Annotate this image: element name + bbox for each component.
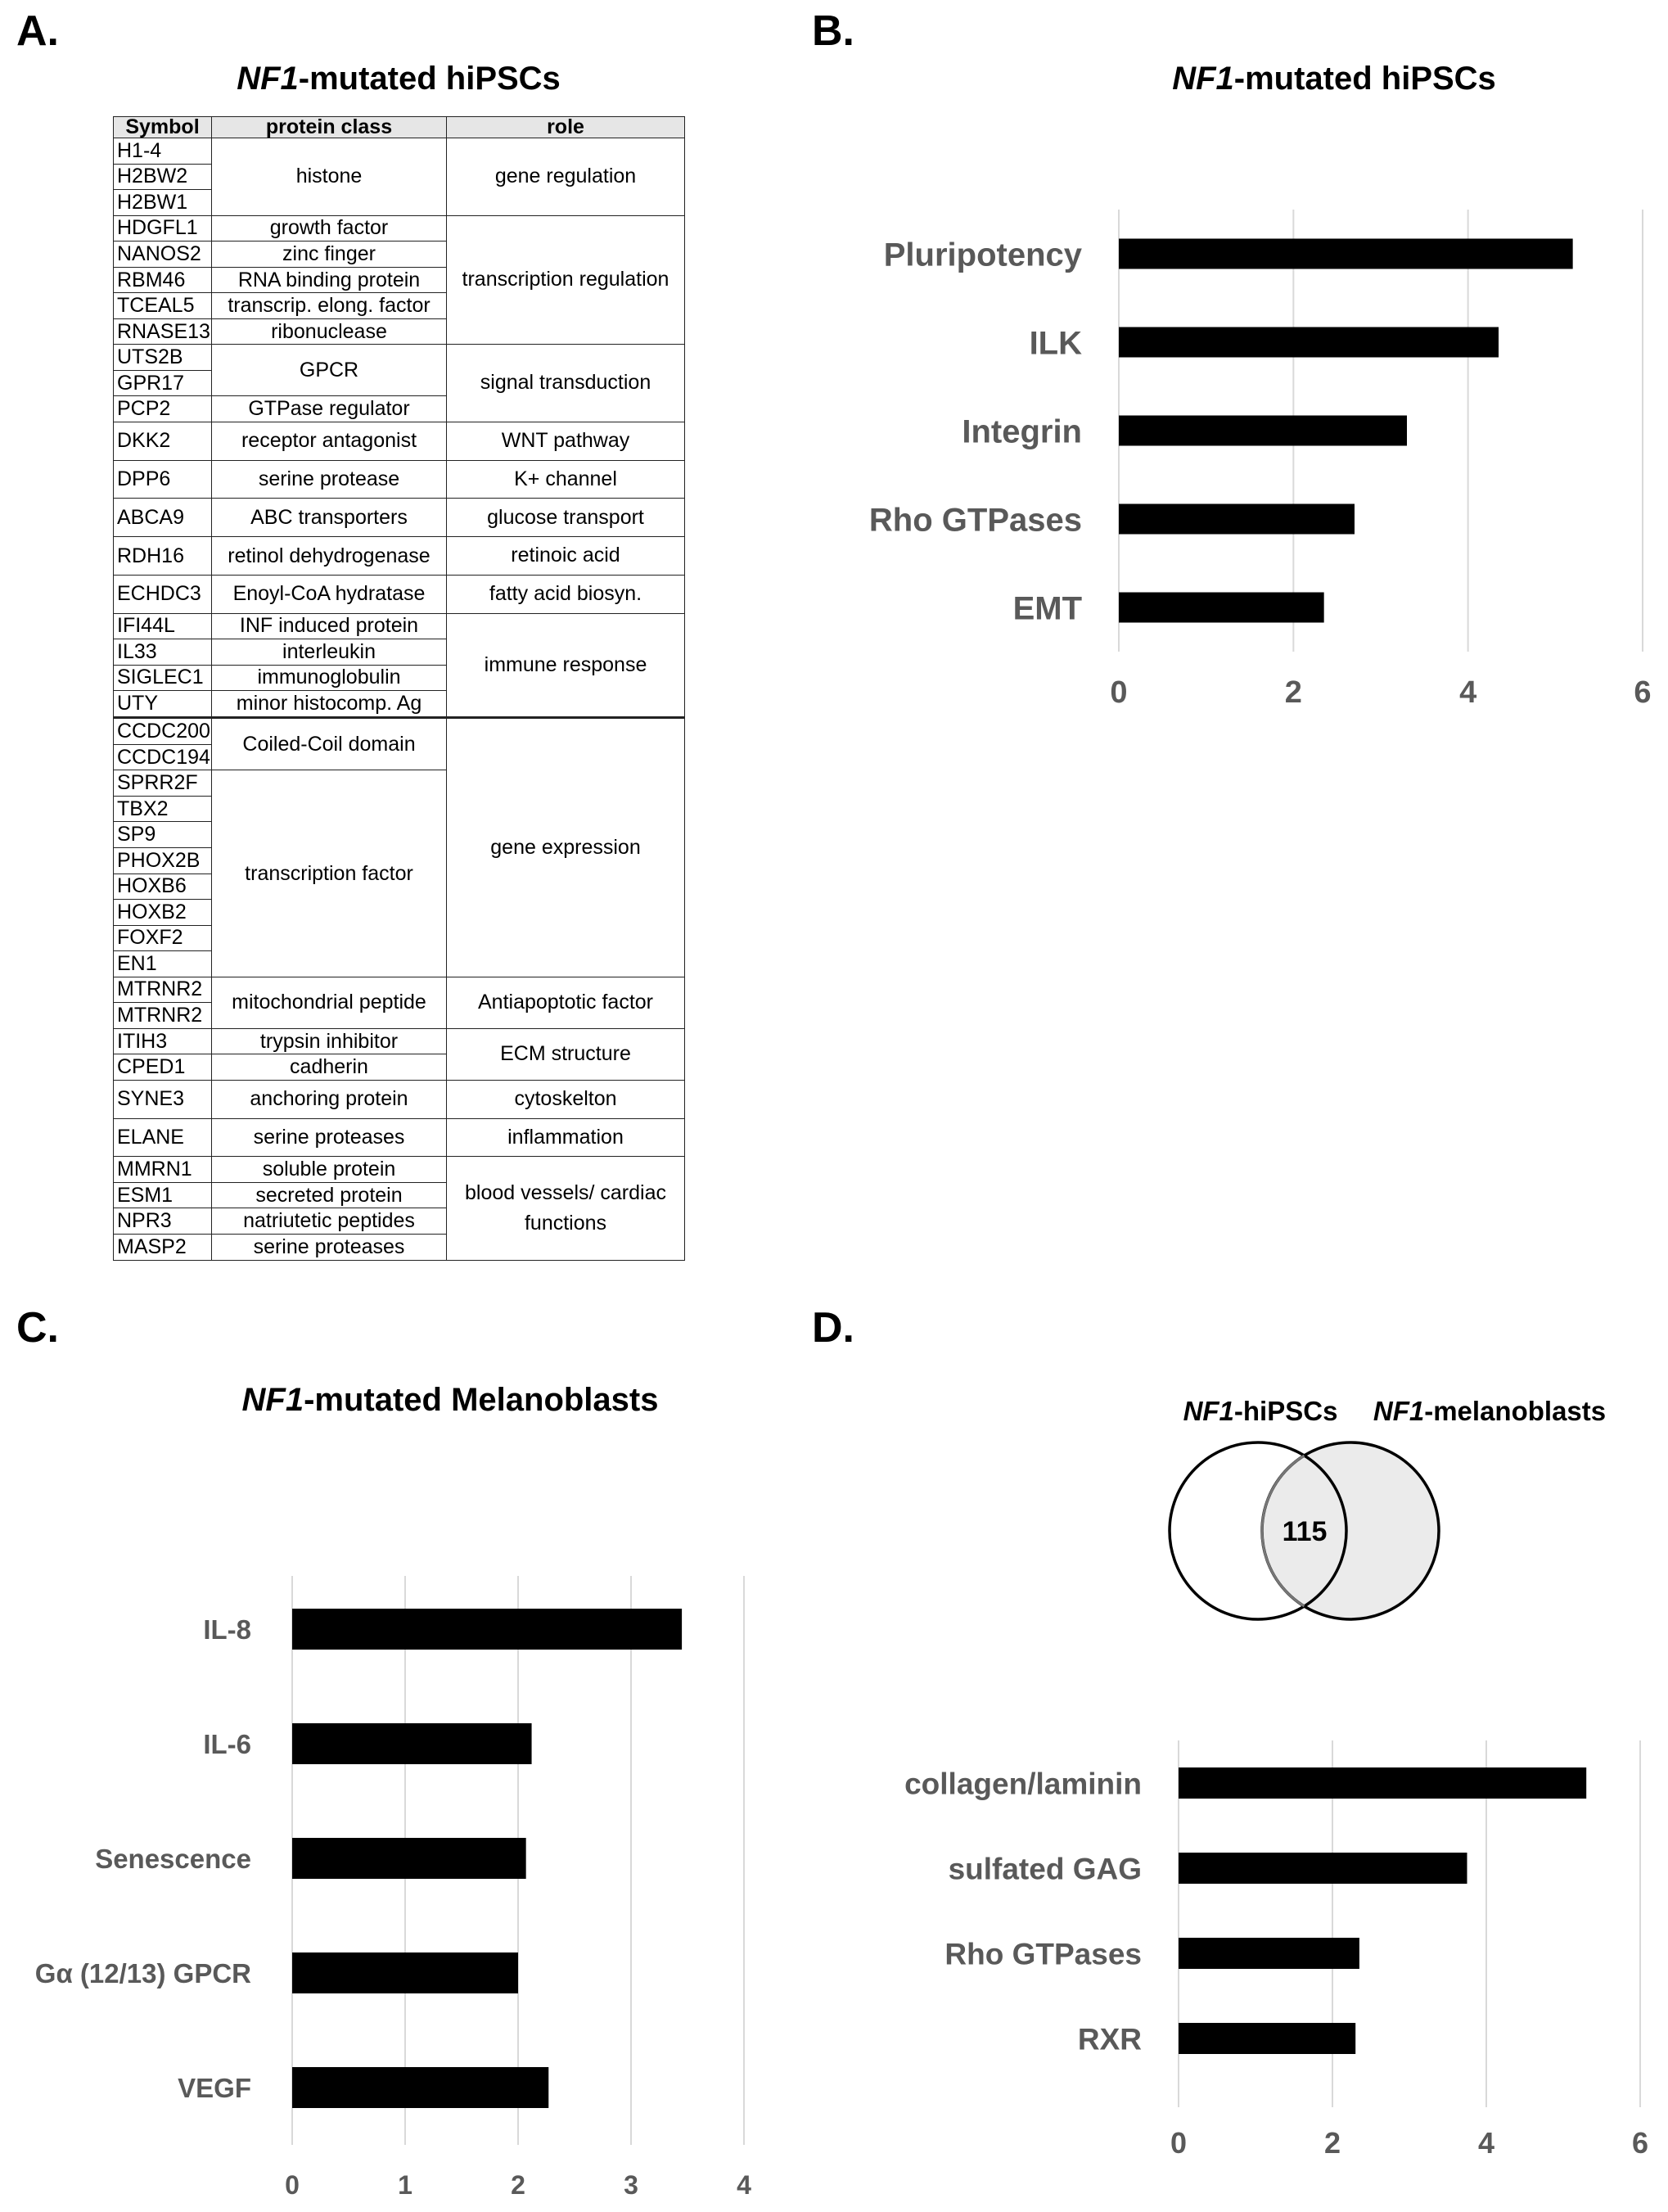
protein-class: serine proteases	[212, 1234, 447, 1260]
bar	[1179, 1853, 1467, 1884]
protein-class: zinc finger	[212, 242, 447, 268]
category-label: Gα (12/13) GPCR	[34, 1957, 251, 1989]
protein-class: immunoglobulin	[212, 665, 447, 691]
gene-symbol: DPP6	[114, 460, 212, 499]
gene-role: WNT pathway	[447, 422, 685, 461]
protein-class: natriutetic peptides	[212, 1208, 447, 1235]
protein-class: RNA binding protein	[212, 267, 447, 293]
gene-symbol: ECHDC3	[114, 575, 212, 613]
gene-symbol: SP9	[114, 822, 212, 848]
bar	[292, 1838, 526, 1879]
table-row	[114, 138, 685, 165]
protein-class: Coiled-Coil domain	[212, 718, 447, 770]
protein-class: retinol dehydrogenase	[212, 537, 447, 576]
x-tick-label: 0	[1170, 2126, 1188, 2160]
protein-class: GPCR	[212, 345, 447, 396]
table-row	[114, 575, 685, 613]
chart-c	[0, 1539, 786, 2206]
x-tick-label: 4	[737, 2170, 751, 2200]
gene-symbol: MTRNR2	[114, 977, 212, 1003]
gene-symbol: IL33	[114, 639, 212, 666]
protein-class: ABC transporters	[212, 499, 447, 537]
protein-class: trypsin inhibitor	[212, 1028, 447, 1054]
gene-role: ECM structure	[447, 1028, 685, 1080]
panel-a-title-gene: NF1	[237, 61, 299, 97]
gene-symbol: SIGLEC1	[114, 665, 212, 691]
gene-role: retinoic acid	[447, 537, 685, 576]
panel-letter-d: D.	[812, 1304, 854, 1352]
category-label: Integrin	[962, 413, 1082, 450]
venn-diagram	[1080, 1375, 1637, 1645]
gene-symbol: RDH16	[114, 537, 212, 576]
protein-class: soluble protein	[212, 1157, 447, 1183]
gene-role: Antiapoptotic factor	[447, 977, 685, 1028]
category-label: IL-8	[203, 1614, 251, 1645]
x-tick-label: 1	[398, 2170, 412, 2200]
gene-role: fatty acid biosyn.	[447, 575, 685, 613]
gene-symbol: RBM46	[114, 267, 212, 293]
bar	[292, 1952, 518, 1993]
bar	[1119, 239, 1573, 269]
gene-symbol: H2BW1	[114, 190, 212, 216]
gene-symbol: RNASE13	[114, 318, 212, 345]
gene-role: K+ channel	[447, 460, 685, 499]
gene-symbol: H1-4	[114, 138, 212, 165]
gene-symbol: NPR3	[114, 1208, 212, 1235]
category-label: Pluripotency	[883, 237, 1082, 273]
bar	[292, 2067, 548, 2108]
table-row	[114, 1080, 685, 1118]
gene-table-header	[114, 117, 685, 138]
gene-symbol: DKK2	[114, 422, 212, 461]
gene-symbol: TCEAL5	[114, 293, 212, 319]
protein-class: ribonuclease	[212, 318, 447, 345]
x-tick-label: 6	[1634, 675, 1652, 710]
gene-role: inflammation	[447, 1118, 685, 1157]
gene-symbol: HOXB2	[114, 900, 212, 926]
category-label: RXR	[1077, 2022, 1142, 2056]
bar	[292, 1723, 532, 1764]
x-tick-label: 2	[1323, 2126, 1341, 2160]
x-tick-label: 0	[285, 2170, 300, 2200]
venn-overlap-count: 115	[1282, 1516, 1328, 1547]
gene-role: blood vessels/ cardiac functions	[447, 1157, 685, 1261]
gene-symbol: MTRNR2	[114, 1003, 212, 1029]
gene-symbol: PHOX2B	[114, 847, 212, 874]
gene-role: transcription regulation	[447, 215, 685, 345]
panel-letter-b: B.	[812, 7, 854, 55]
table-row	[114, 499, 685, 537]
table-row	[114, 215, 685, 242]
gene-role: cytoskelton	[447, 1080, 685, 1118]
gene-symbol: ITIH3	[114, 1028, 212, 1054]
gene-symbol: UTS2B	[114, 345, 212, 371]
gene-symbol: HDGFL1	[114, 215, 212, 242]
gene-symbol: ABCA9	[114, 499, 212, 537]
table-row	[114, 460, 685, 499]
protein-class: Enoyl-CoA hydratase	[212, 575, 447, 613]
header-symbol: Symbol	[114, 117, 212, 138]
x-tick-label: 6	[1631, 2126, 1649, 2160]
table-row	[114, 1028, 685, 1054]
protein-class: serine protease	[212, 460, 447, 499]
chart-d	[818, 1727, 1661, 2210]
table-row	[114, 1157, 685, 1183]
panel-a-title-rest: -mutated hiPSCs	[298, 61, 561, 97]
bar	[1119, 327, 1499, 358]
gene-symbol: TBX2	[114, 796, 212, 822]
protein-class: transcrip. elong. factor	[212, 293, 447, 319]
gene-symbol: IFI44L	[114, 613, 212, 639]
protein-class: growth factor	[212, 215, 447, 242]
panel-c-title-gene: NF1	[241, 1382, 304, 1418]
venn-right-label: NF1-melanoblasts	[1373, 1396, 1607, 1426]
panel-c-title-rest: -mutated Melanoblasts	[304, 1382, 659, 1418]
gene-symbol: SPRR2F	[114, 770, 212, 797]
gene-symbol: EN1	[114, 951, 212, 977]
gene-symbol: SYNE3	[114, 1080, 212, 1118]
gene-symbol: ELANE	[114, 1118, 212, 1157]
protein-class: histone	[212, 138, 447, 216]
gene-symbol: ESM1	[114, 1182, 212, 1208]
gene-symbol: HOXB6	[114, 874, 212, 900]
table-row	[114, 1118, 685, 1157]
protein-class: serine proteases	[212, 1118, 447, 1157]
protein-class: secreted protein	[212, 1182, 447, 1208]
bar	[1179, 1767, 1586, 1799]
protein-class: transcription factor	[212, 770, 447, 977]
x-tick-label: 3	[624, 2170, 638, 2200]
protein-class: mitochondrial peptide	[212, 977, 447, 1028]
panel-b-title-rest: -mutated hiPSCs	[1233, 61, 1496, 97]
panel-a-title	[113, 61, 684, 97]
x-tick-label: 2	[511, 2170, 525, 2200]
venn-left-label: NF1-hiPSCs	[1183, 1396, 1338, 1426]
x-tick-label: 4	[1459, 675, 1477, 710]
category-label: EMT	[1012, 590, 1082, 627]
bar	[1119, 593, 1324, 623]
x-tick-label: 0	[1110, 675, 1128, 710]
protein-class: anchoring protein	[212, 1080, 447, 1118]
gene-role: gene regulation	[447, 138, 685, 216]
gene-symbol: CPED1	[114, 1054, 212, 1081]
table-row	[114, 422, 685, 461]
table-row	[114, 345, 685, 371]
protein-class: receptor antagonist	[212, 422, 447, 461]
x-tick-label: 2	[1284, 675, 1302, 710]
bar	[1179, 2023, 1355, 2054]
protein-class: GTPase regulator	[212, 396, 447, 422]
header-protein-class: protein class	[212, 117, 447, 138]
panel-b-title	[1097, 61, 1571, 97]
gene-role: immune response	[447, 613, 685, 717]
category-label: sulfated GAG	[948, 1852, 1142, 1886]
table-row	[114, 718, 685, 745]
gene-symbol: H2BW2	[114, 164, 212, 190]
gene-symbol: CCDC194	[114, 744, 212, 770]
gene-symbol: UTY	[114, 691, 212, 718]
category-label: Rho GTPases	[868, 502, 1082, 539]
header-role: role	[447, 117, 685, 138]
category-label: collagen/laminin	[904, 1767, 1142, 1801]
gene-role: gene expression	[447, 718, 685, 977]
panel-b-title-gene: NF1	[1172, 61, 1234, 97]
gene-table	[113, 116, 685, 1261]
category-label: Rho GTPases	[944, 1937, 1142, 1971]
category-label: Senescence	[95, 1843, 251, 1874]
gene-role: signal transduction	[447, 345, 685, 422]
gene-symbol: MASP2	[114, 1234, 212, 1260]
category-label: IL-6	[203, 1728, 251, 1759]
bar	[1179, 1938, 1359, 1969]
gene-symbol: MMRN1	[114, 1157, 212, 1183]
bar	[1119, 504, 1355, 535]
panel-letter-a: A.	[16, 7, 59, 55]
table-row	[114, 537, 685, 576]
gene-symbol: GPR17	[114, 370, 212, 396]
bar	[1119, 416, 1407, 446]
gene-symbol: PCP2	[114, 396, 212, 422]
table-row	[114, 613, 685, 639]
panel-letter-c: C.	[16, 1304, 59, 1352]
gene-symbol: NANOS2	[114, 242, 212, 268]
protein-class: interleukin	[212, 639, 447, 666]
gene-role: glucose transport	[447, 499, 685, 537]
protein-class: INF induced protein	[212, 613, 447, 639]
table-row	[114, 977, 685, 1003]
panel-c-title	[164, 1382, 737, 1419]
bar	[292, 1609, 682, 1650]
chart-b	[818, 196, 1661, 737]
protein-class: cadherin	[212, 1054, 447, 1081]
category-label: ILK	[1029, 325, 1082, 362]
x-tick-label: 4	[1477, 2126, 1495, 2160]
protein-class: minor histocomp. Ag	[212, 691, 447, 718]
category-label: VEGF	[178, 2072, 251, 2103]
gene-symbol: CCDC200	[114, 718, 212, 745]
gene-symbol: FOXF2	[114, 925, 212, 951]
